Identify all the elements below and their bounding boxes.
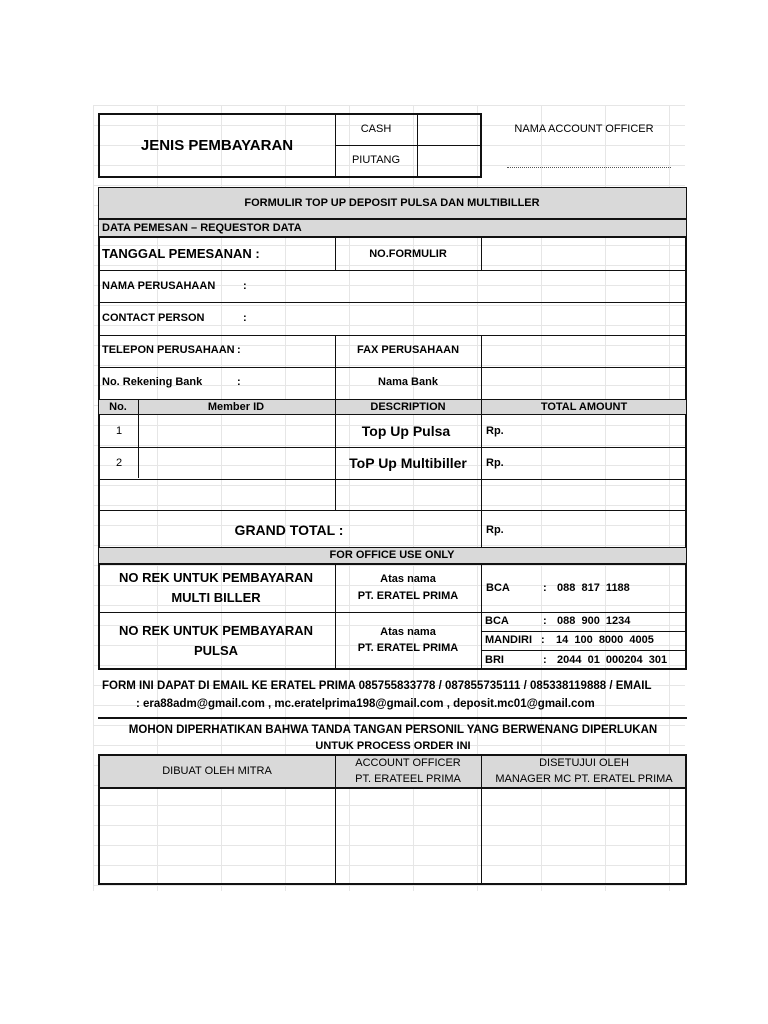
pulsa-bank-mandiri-number: 14 100 8000 4005 <box>556 634 654 646</box>
col-header-total-amount: TOTAL AMOUNT <box>540 401 628 413</box>
form-number-field[interactable] <box>483 239 685 269</box>
row-1-no: 1 <box>115 425 123 437</box>
account-officer-signature-line[interactable] <box>507 167 671 168</box>
form-number-label: NO.FORMULIR <box>369 248 447 260</box>
pulsa-account-label-1: NO REK UNTUK PEMBAYARAN <box>118 623 314 638</box>
company-name-field[interactable] <box>255 271 685 301</box>
account-officer-label: NAMA ACCOUNT OFFICER <box>514 123 654 135</box>
signature-col-ao-2: PT. ERATEEL PRIMA <box>355 773 461 785</box>
row-1-description: Top Up Pulsa <box>361 423 451 439</box>
row-1-amount[interactable]: Rp. <box>486 425 504 437</box>
office-use-title: FOR OFFICE USE ONLY <box>329 549 455 561</box>
col-header-no: No. <box>109 401 127 413</box>
pulsa-bank-bri: BRI <box>485 654 504 666</box>
bank-account-label: No. Rekening Bank <box>102 376 203 388</box>
signature-col-disetujui-2: MANAGER MC PT. ERATEL PRIMA <box>495 773 673 785</box>
payment-type-label: JENIS PEMBAYARAN <box>140 137 294 154</box>
contact-person-colon: : <box>243 312 247 324</box>
multi-bank-bca: BCA <box>486 582 510 594</box>
pulsa-atas-nama: Atas nama <box>380 626 436 638</box>
signature-col-disetujui-1: DISETUJUI OLEH <box>539 757 629 769</box>
multi-biller-account-label-2: MULTI BILLER <box>171 590 261 605</box>
pulsa-bank-mandiri-sep: : <box>541 634 545 646</box>
pulsa-bank-bri-sep: : <box>543 654 547 666</box>
bank-account-colon: : <box>237 376 241 388</box>
row-2-description: ToP Up Multibiller <box>349 455 467 471</box>
phone-colon: : <box>237 344 241 356</box>
fax-label: FAX PERUSAHAAN <box>356 344 460 356</box>
company-name-colon: : <box>243 280 247 292</box>
email-info-line-1: FORM INI DAPAT DI EMAIL KE ERATEL PRIMA 085755833778 / 087855735111 / 085338119888 / EMAIL <box>102 680 652 692</box>
signature-notice-2: UNTUK PROCESS ORDER INI <box>315 740 471 752</box>
multi-biller-account-label-1: NO REK UNTUK PEMBAYARAN <box>118 570 314 585</box>
pulsa-account-label-2: PULSA <box>193 643 239 658</box>
signature-col-dibuat: DIBUAT OLEH MITRA <box>162 765 272 777</box>
multi-bank-bca-sep: : <box>543 582 547 594</box>
pulsa-bank-bca-number: 088 900 1234 <box>557 615 631 627</box>
contact-person-field[interactable] <box>255 303 685 334</box>
contact-person-label: CONTACT PERSON <box>102 312 205 324</box>
pulsa-bank-mandiri: MANDIRI <box>485 634 533 646</box>
signature-field-manager[interactable] <box>483 790 685 883</box>
row-2-member-id-field[interactable] <box>140 448 334 478</box>
section-title: DATA PEMESAN – REQUESTOR DATA <box>102 222 302 234</box>
signature-col-ao-1: ACCOUNT OFFICER <box>355 757 461 769</box>
signature-field-mitra[interactable] <box>100 790 334 883</box>
bank-name-field[interactable] <box>483 368 685 398</box>
pulsa-bank-bca-sep: : <box>543 615 547 627</box>
row-1-member-id-field[interactable] <box>140 416 334 446</box>
order-date-label: TANGGAL PEMESANAN : <box>102 246 260 261</box>
col-header-description: DESCRIPTION <box>370 401 446 413</box>
multi-biller-company: PT. ERATEL PRIMA <box>357 590 459 602</box>
phone-label: TELEPON PERUSAHAAN <box>102 344 235 356</box>
row-2-amount[interactable]: Rp. <box>486 457 504 469</box>
fax-field[interactable] <box>483 337 685 366</box>
email-info-line-2: : era88adm@gmail.com , mc.eratelprima198@gmail.com , deposit.mc01@gmail.com <box>136 698 595 710</box>
pulsa-bank-bca: BCA <box>485 615 509 627</box>
pulsa-bank-bri-number: 2044 01 000204 301 <box>557 654 668 666</box>
signature-notice-1: MOHON DIPERHATIKAN BAHWA TANDA TANGAN PERSONIL YANG BERWENANG DIPERLUKAN <box>128 724 658 736</box>
signature-field-account-officer[interactable] <box>337 790 480 883</box>
piutang-checkbox[interactable] <box>419 147 480 176</box>
grand-total-amount[interactable]: Rp. <box>486 524 504 536</box>
row-2-no: 2 <box>115 457 123 469</box>
piutang-label: PIUTANG <box>351 154 401 166</box>
cash-label: CASH <box>360 123 392 135</box>
grand-total-label: GRAND TOTAL : <box>234 522 344 538</box>
col-header-member-id: Member ID <box>207 401 265 413</box>
multi-bank-bca-number: 088 817 1188 <box>557 582 630 594</box>
bank-name-label: Nama Bank <box>378 376 438 388</box>
cash-checkbox[interactable] <box>419 115 480 144</box>
pulsa-company: PT. ERATEL PRIMA <box>357 642 459 654</box>
form-title: FORMULIR TOP UP DEPOSIT PULSA DAN MULTIBILLER <box>244 197 540 209</box>
company-name-label: NAMA PERUSAHAAN <box>102 280 216 292</box>
multi-biller-atas-nama: Atas nama <box>380 573 436 585</box>
